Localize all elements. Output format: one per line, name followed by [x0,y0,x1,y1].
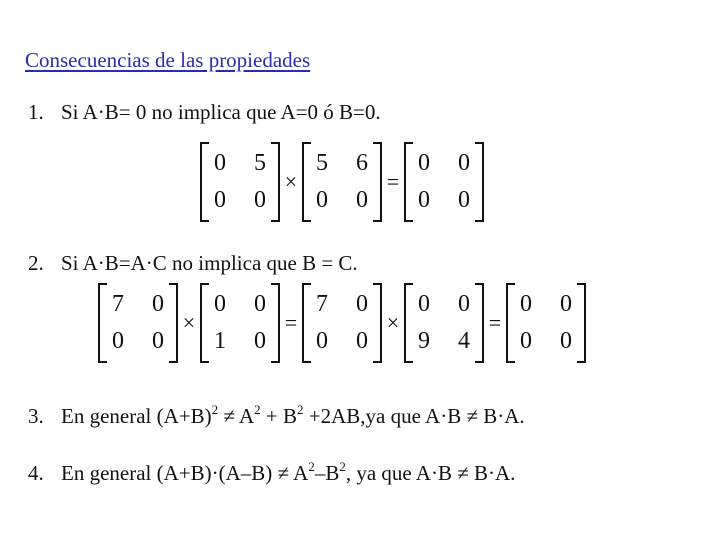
item-number: 4. [28,461,44,485]
matrix-cell: 0 [214,150,226,176]
exponent: 2 [308,459,315,474]
matrix-cell: 7 [316,291,328,317]
matrix-cell: 0 [560,328,572,354]
exponent: 2 [211,402,219,417]
property-item-4 [28,461,515,486]
matrix-cell: 0 [458,291,470,317]
item-number: 2. [28,251,44,275]
matrix-cell: 6 [356,150,368,176]
matrix-cell: 0 [316,187,328,213]
matrix-cell: 0 [254,291,266,317]
matrix-c [404,286,484,360]
matrix-cell: 0 [520,328,532,354]
matrix-cell: 9 [418,328,430,354]
matrix-cell: 0 [458,187,470,213]
exponent: 2 [297,402,304,417]
item-number: 1. [28,100,44,124]
matrix-equation-1 [200,145,484,219]
property-item-2 [28,251,358,276]
matrix-cell: 0 [418,150,430,176]
matrix-cell: 0 [356,291,368,317]
matrix-cell: 5 [254,150,266,176]
property-item-3 [28,404,525,429]
matrix-cell: 0 [214,187,226,213]
matrix-a [98,286,178,360]
section-heading: Consecuencias de las propiedades [25,48,311,72]
item-text: Si A·B=A·C no implica que B = C. [61,251,358,275]
matrix-cell: 0 [214,291,226,317]
matrix-equation-2 [98,286,586,360]
matrix-cell: 0 [560,291,572,317]
matrix-cell: 0 [458,150,470,176]
matrix-result [404,145,484,219]
matrix-a [302,286,382,360]
matrix-cell: 1 [214,328,226,354]
item-number: 3. [28,404,44,428]
matrix-a [200,145,280,219]
item-text: En general $(A+B)^2 \ne A^2 + B^2 +2AB,ya$ que A·B ≠ B·A. [61,402,525,428]
equals-operator: = [488,310,502,335]
property-item-1 [28,100,381,125]
equals-operator: = [386,169,400,194]
matrix-b [200,286,280,360]
matrix-cell: 0 [418,187,430,213]
matrix-cell: 4 [458,328,470,354]
matrix-result [506,286,586,360]
exponent: 2 [254,402,261,417]
equals-operator: = [284,310,298,335]
matrix-cell: 5 [316,150,328,176]
matrix-cell: 0 [152,328,164,354]
matrix-cell: 0 [254,187,266,213]
matrix-cell: 7 [112,291,124,317]
matrix-cell: 0 [356,187,368,213]
times-operator: × [284,169,298,194]
matrix-cell: 0 [316,328,328,354]
item-text: En general $(A+B)\cdot(A-B) \ne A^2-B^2$, ya que A·B ≠ B·A. [61,459,516,485]
matrix-cell: 0 [418,291,430,317]
matrix-cell: 0 [112,328,124,354]
matrix-cell: 0 [356,328,368,354]
matrix-cell: 0 [254,328,266,354]
matrix-b [302,145,382,219]
item-text: Si A·B= 0 no implica que A=0 ó B=0. [61,100,381,124]
times-operator: × [182,310,196,335]
matrix-cell: 0 [152,291,164,317]
matrix-cell: 0 [520,291,532,317]
exponent: 2 [339,459,346,474]
times-operator: × [386,310,400,335]
